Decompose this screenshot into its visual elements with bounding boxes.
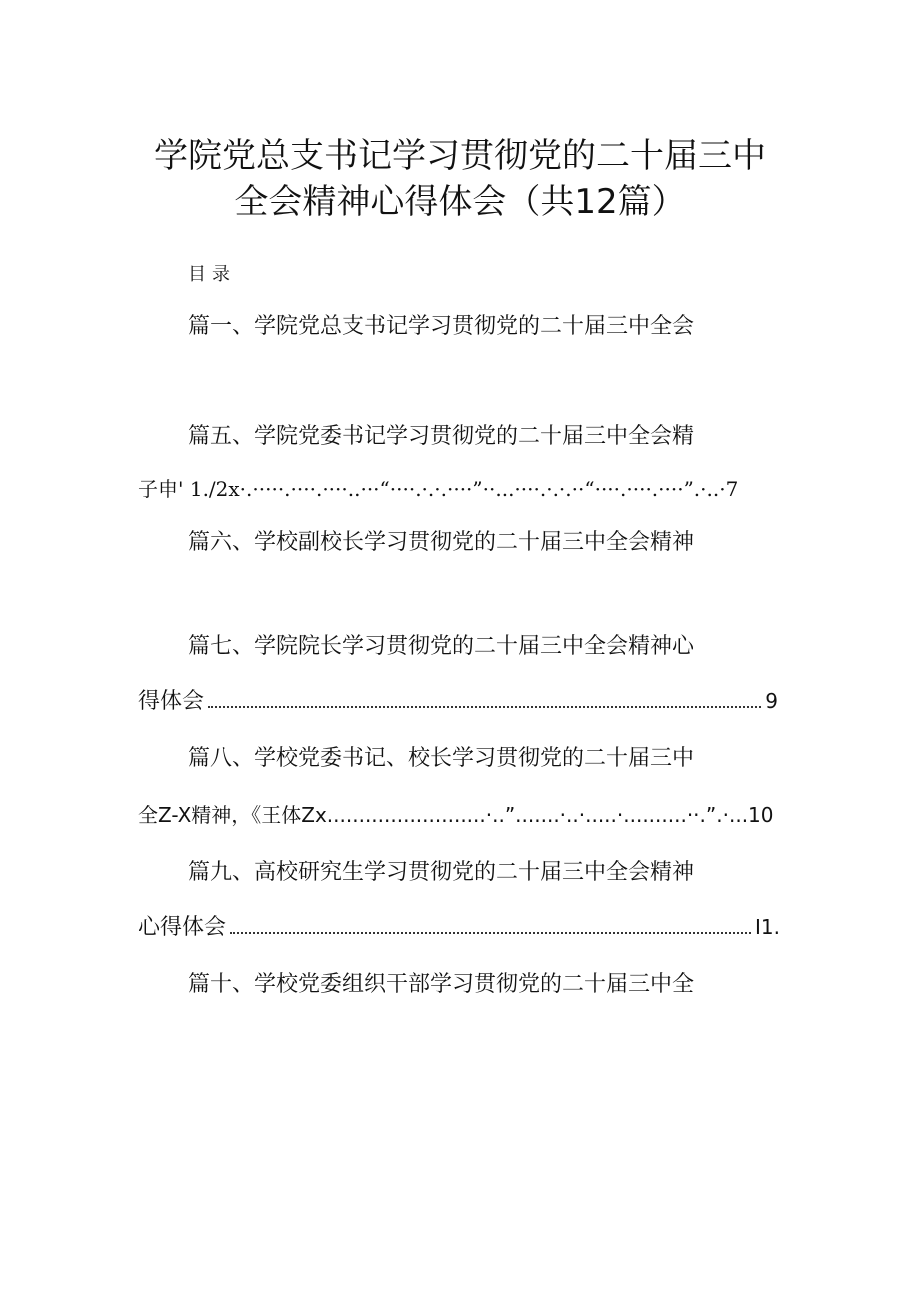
dot-leader — [230, 932, 751, 934]
toc-heading: 目录 — [188, 264, 236, 285]
toc-entry-8-continuation: 全Z-X精神，《王体Zx.........................·..”.......·..·.....·..........··.”.·...10 — [138, 803, 774, 827]
document-title-line-2: 全会精神心得体会（共12篇） — [234, 182, 686, 222]
toc-entry-9[interactable]: 篇九、高校研究生学习贯彻党的二十届三中全会精神 — [188, 860, 695, 885]
toc-entry-9-label: 心得体会 — [138, 915, 227, 940]
toc-entry-9-page: I1. — [755, 915, 780, 939]
toc-entry-7-continuation — [138, 686, 778, 717]
toc-entry-7-label: 得体会 — [138, 689, 205, 714]
toc-entry-5-continuation: 子申' 1./2x·.·····.····.····..···“····.·.·.····”··...····.·.·.··“····.····.····”.·..·7 — [138, 477, 739, 501]
toc-entry-9-continuation — [138, 912, 780, 943]
toc-entry-7[interactable]: 篇七、学院院长学习贯彻党的二十届三中全会精神心 — [188, 634, 695, 659]
toc-entry-10[interactable]: 篇十、学校党委组织干部学习贯彻党的二十届三中全 — [188, 972, 695, 997]
document-title-line-1: 学院党总支书记学习贯彻党的二十届三中 — [154, 136, 766, 176]
toc-entry-8[interactable]: 篇八、学校党委书记、校长学习贯彻党的二十届三中 — [188, 746, 695, 771]
toc-entry-1[interactable]: 篇一、学院党总支书记学习贯彻党的二十届三中全会 — [188, 314, 695, 339]
toc-entry-6[interactable]: 篇六、学校副校长学习贯彻党的二十届三中全会精神 — [188, 530, 695, 555]
toc-entry-5[interactable]: 篇五、学院党委书记学习贯彻党的二十届三中全会精 — [188, 424, 695, 449]
toc-entry-7-page: 9 — [765, 689, 778, 713]
dot-leader — [208, 706, 761, 708]
